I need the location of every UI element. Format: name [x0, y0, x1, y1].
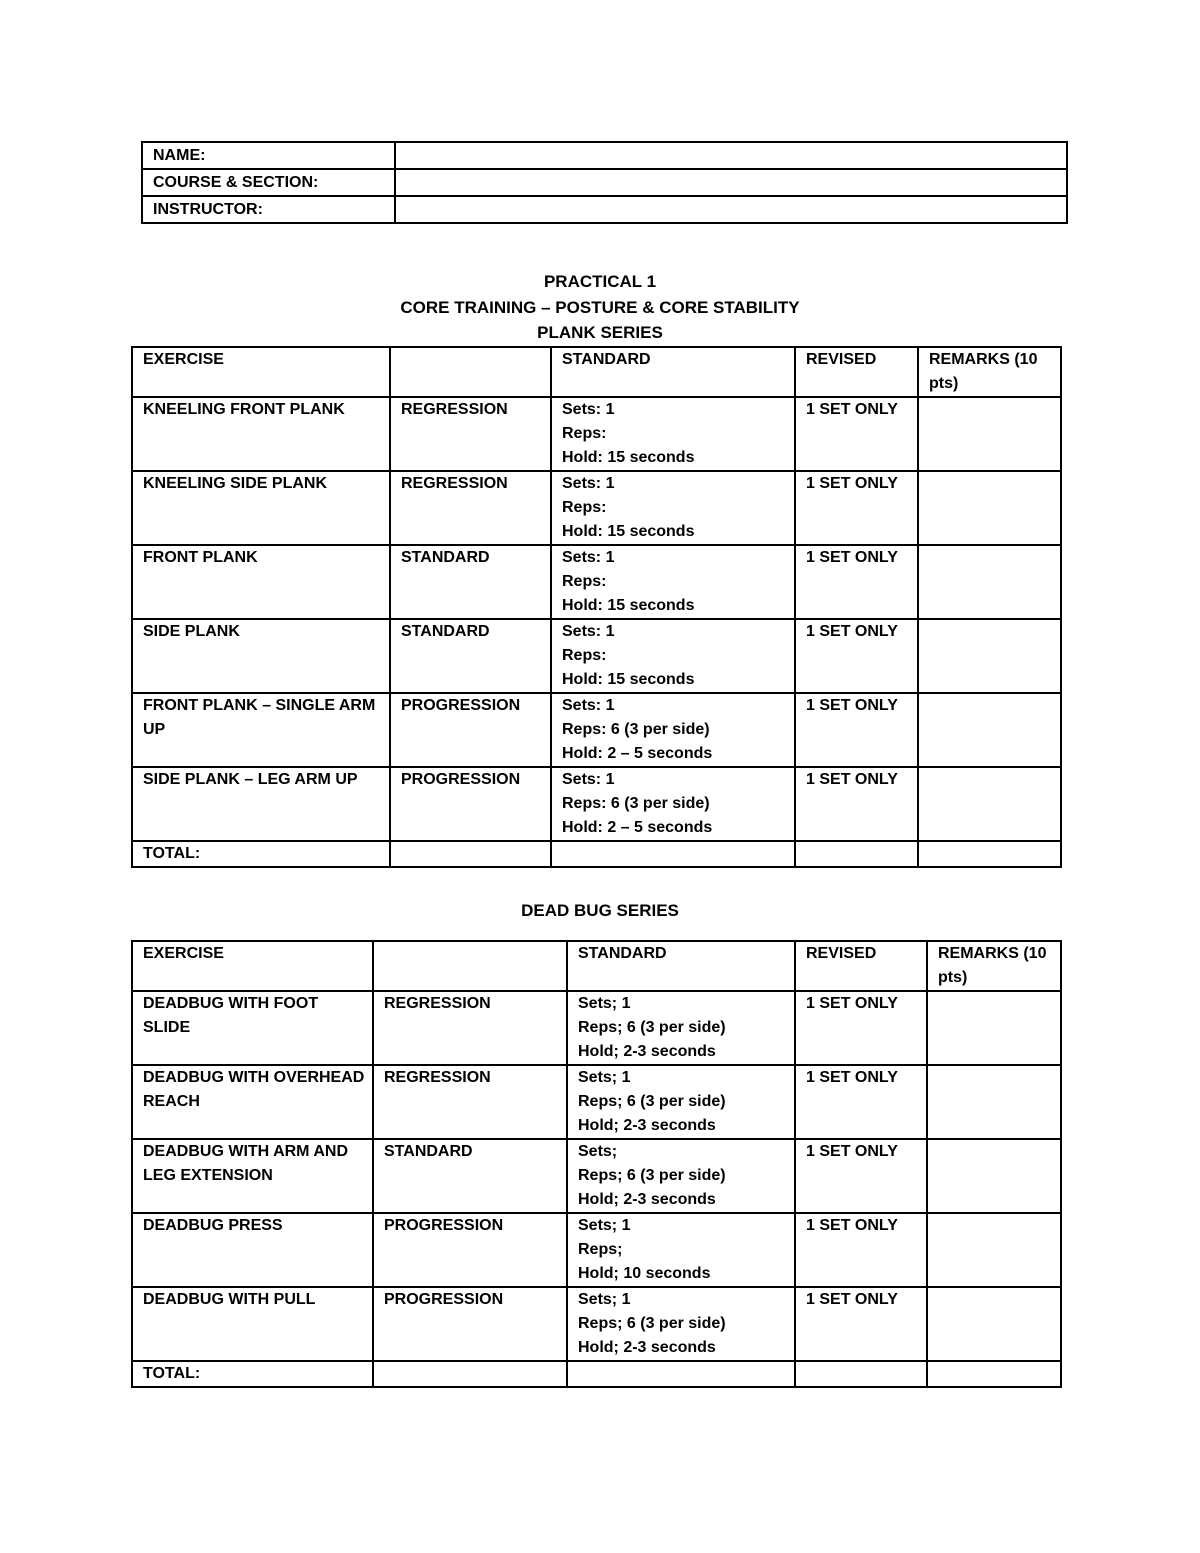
remarks-cell[interactable] — [927, 1139, 1061, 1213]
total-cell[interactable] — [795, 1361, 927, 1387]
table-row — [132, 545, 1061, 619]
table-row — [132, 1065, 1061, 1139]
exercise-cell: DEADBUG PRESS — [132, 1213, 373, 1287]
total-label: TOTAL: — [132, 1361, 373, 1387]
total-cell[interactable] — [390, 841, 551, 867]
column-header: EXERCISE — [132, 347, 390, 397]
total-cell[interactable] — [551, 841, 795, 867]
plank-series-table — [131, 346, 1062, 868]
standard-cell — [551, 397, 795, 471]
remarks-cell[interactable] — [918, 545, 1061, 619]
hold-text: Hold; 10 seconds — [578, 1265, 711, 1282]
sets-text: Sets: 1 — [562, 401, 615, 418]
sets-text: Sets: 1 — [562, 623, 615, 640]
exercise-cell: FRONT PLANK – SINGLE ARM UP — [132, 693, 390, 767]
instructor-label: INSTRUCTOR: — [142, 196, 395, 223]
remarks-cell[interactable] — [927, 1065, 1061, 1139]
deadbug-series-table — [131, 940, 1062, 1388]
hold-text: Hold; 2-3 seconds — [578, 1043, 716, 1060]
revised-cell: 1 SET ONLY — [795, 767, 918, 841]
exercise-cell: DEADBUG WITH FOOT SLIDE — [132, 991, 373, 1065]
sets-text: Sets: 1 — [562, 771, 615, 788]
reps-text: Reps; 6 (3 per side) — [578, 1167, 726, 1184]
hold-text: Hold: 15 seconds — [562, 597, 695, 614]
plank-series-title: PLANK SERIES — [537, 323, 663, 342]
reps-text: Reps; 6 (3 per side) — [578, 1315, 726, 1332]
table-row — [132, 1213, 1061, 1287]
total-cell[interactable] — [927, 1361, 1061, 1387]
reps-text: Reps; — [578, 1241, 623, 1258]
column-header: STANDARD — [567, 941, 795, 991]
sets-text: Sets; 1 — [578, 1217, 631, 1234]
sets-text: Sets; 1 — [578, 1291, 631, 1308]
exercise-cell: DEADBUG WITH PULL — [132, 1287, 373, 1361]
total-row — [132, 1361, 1061, 1387]
level-cell: STANDARD — [373, 1139, 567, 1213]
sets-text: Sets: 1 — [562, 475, 615, 492]
table-row — [132, 991, 1061, 1065]
column-header: EXERCISE — [132, 941, 373, 991]
revised-cell: 1 SET ONLY — [795, 991, 927, 1065]
reps-text: Reps: — [562, 499, 607, 516]
revised-cell: 1 SET ONLY — [795, 397, 918, 471]
standard-cell — [551, 693, 795, 767]
revised-cell: 1 SET ONLY — [795, 1065, 927, 1139]
level-cell: PROGRESSION — [373, 1213, 567, 1287]
course-row — [142, 169, 1067, 196]
revised-cell: 1 SET ONLY — [795, 693, 918, 767]
remarks-cell[interactable] — [918, 767, 1061, 841]
hold-text: Hold: 15 seconds — [562, 449, 695, 466]
total-row — [132, 841, 1061, 867]
column-header: REVISED — [795, 941, 927, 991]
reps-text: Reps: — [562, 425, 607, 442]
instructor-field[interactable] — [395, 196, 1067, 223]
revised-cell: 1 SET ONLY — [795, 619, 918, 693]
remarks-cell[interactable] — [918, 471, 1061, 545]
level-cell: REGRESSION — [373, 1065, 567, 1139]
exercise-cell: SIDE PLANK — [132, 619, 390, 693]
revised-cell: 1 SET ONLY — [795, 1287, 927, 1361]
standard-cell — [567, 1065, 795, 1139]
standard-cell — [567, 991, 795, 1065]
standard-cell — [567, 1213, 795, 1287]
standard-cell — [551, 471, 795, 545]
standard-cell — [551, 545, 795, 619]
name-row — [142, 142, 1067, 169]
sets-text: Sets; 1 — [578, 995, 631, 1012]
instructor-row — [142, 196, 1067, 223]
level-cell: PROGRESSION — [390, 693, 551, 767]
table-row — [132, 619, 1061, 693]
table-row — [132, 767, 1061, 841]
reps-text: Reps: — [562, 647, 607, 664]
practical-title: PRACTICAL 1 — [543, 272, 657, 291]
total-cell[interactable] — [373, 1361, 567, 1387]
course-label: COURSE & SECTION: — [142, 169, 395, 196]
standard-cell — [551, 767, 795, 841]
header-row — [132, 941, 1061, 991]
hold-text: Hold: 2 – 5 seconds — [562, 745, 713, 762]
exercise-cell: DEADBUG WITH ARM AND LEG EXTENSION — [132, 1139, 373, 1213]
reps-text: Reps: — [562, 573, 607, 590]
reps-text: Reps: 6 (3 per side) — [562, 795, 710, 812]
hold-text: Hold: 15 seconds — [562, 671, 695, 688]
column-header: REMARKS (10 pts) — [927, 941, 1061, 991]
table-row — [132, 1287, 1061, 1361]
hold-text: Hold; 2-3 seconds — [578, 1117, 716, 1134]
hold-text: Hold: 2 – 5 seconds — [562, 819, 713, 836]
total-cell[interactable] — [567, 1361, 795, 1387]
header-row — [132, 347, 1061, 397]
sets-text: Sets: 1 — [562, 549, 615, 566]
column-header — [390, 347, 551, 397]
reps-text: Reps; 6 (3 per side) — [578, 1093, 726, 1110]
column-header: REMARKS (10 pts) — [918, 347, 1061, 397]
sets-text: Sets: 1 — [562, 697, 615, 714]
level-cell: STANDARD — [390, 619, 551, 693]
remarks-cell[interactable] — [918, 397, 1061, 471]
remarks-cell[interactable] — [927, 1213, 1061, 1287]
standard-cell — [567, 1139, 795, 1213]
table-row — [132, 1139, 1061, 1213]
remarks-cell[interactable] — [927, 1287, 1061, 1361]
level-cell: PROGRESSION — [373, 1287, 567, 1361]
standard-cell — [567, 1287, 795, 1361]
remarks-cell[interactable] — [918, 693, 1061, 767]
total-cell[interactable] — [918, 841, 1061, 867]
exercise-cell: KNEELING SIDE PLANK — [132, 471, 390, 545]
column-header — [373, 941, 567, 991]
reps-text: Reps; 6 (3 per side) — [578, 1019, 726, 1036]
level-cell: REGRESSION — [373, 991, 567, 1065]
level-cell: REGRESSION — [390, 471, 551, 545]
deadbug-series-title: DEAD BUG SERIES — [521, 901, 679, 920]
topic-title: CORE TRAINING – POSTURE & CORE STABILITY — [400, 298, 800, 317]
exercise-cell: FRONT PLANK — [132, 545, 390, 619]
total-cell[interactable] — [795, 841, 918, 867]
exercise-cell: KNEELING FRONT PLANK — [132, 397, 390, 471]
hold-text: Hold; 2-3 seconds — [578, 1191, 716, 1208]
exercise-cell: SIDE PLANK – LEG ARM UP — [132, 767, 390, 841]
table-row — [132, 693, 1061, 767]
sets-text: Sets; — [578, 1143, 618, 1160]
name-field[interactable] — [395, 142, 1067, 169]
total-label: TOTAL: — [132, 841, 390, 867]
remarks-cell[interactable] — [918, 619, 1061, 693]
table-row — [132, 397, 1061, 471]
revised-cell: 1 SET ONLY — [795, 1213, 927, 1287]
student-info-table — [141, 141, 1068, 224]
hold-text: Hold; 2-3 seconds — [578, 1339, 716, 1356]
hold-text: Hold: 15 seconds — [562, 523, 695, 540]
reps-text: Reps: 6 (3 per side) — [562, 721, 710, 738]
column-header: REVISED — [795, 347, 918, 397]
revised-cell: 1 SET ONLY — [795, 471, 918, 545]
revised-cell: 1 SET ONLY — [795, 1139, 927, 1213]
standard-cell — [551, 619, 795, 693]
level-cell: STANDARD — [390, 545, 551, 619]
name-label: NAME: — [142, 142, 395, 169]
level-cell: REGRESSION — [390, 397, 551, 471]
remarks-cell[interactable] — [927, 991, 1061, 1065]
exercise-cell: DEADBUG WITH OVERHEAD REACH — [132, 1065, 373, 1139]
sets-text: Sets; 1 — [578, 1069, 631, 1086]
table-row — [132, 471, 1061, 545]
revised-cell: 1 SET ONLY — [795, 545, 918, 619]
column-header: STANDARD — [551, 347, 795, 397]
course-field[interactable] — [395, 169, 1067, 196]
level-cell: PROGRESSION — [390, 767, 551, 841]
